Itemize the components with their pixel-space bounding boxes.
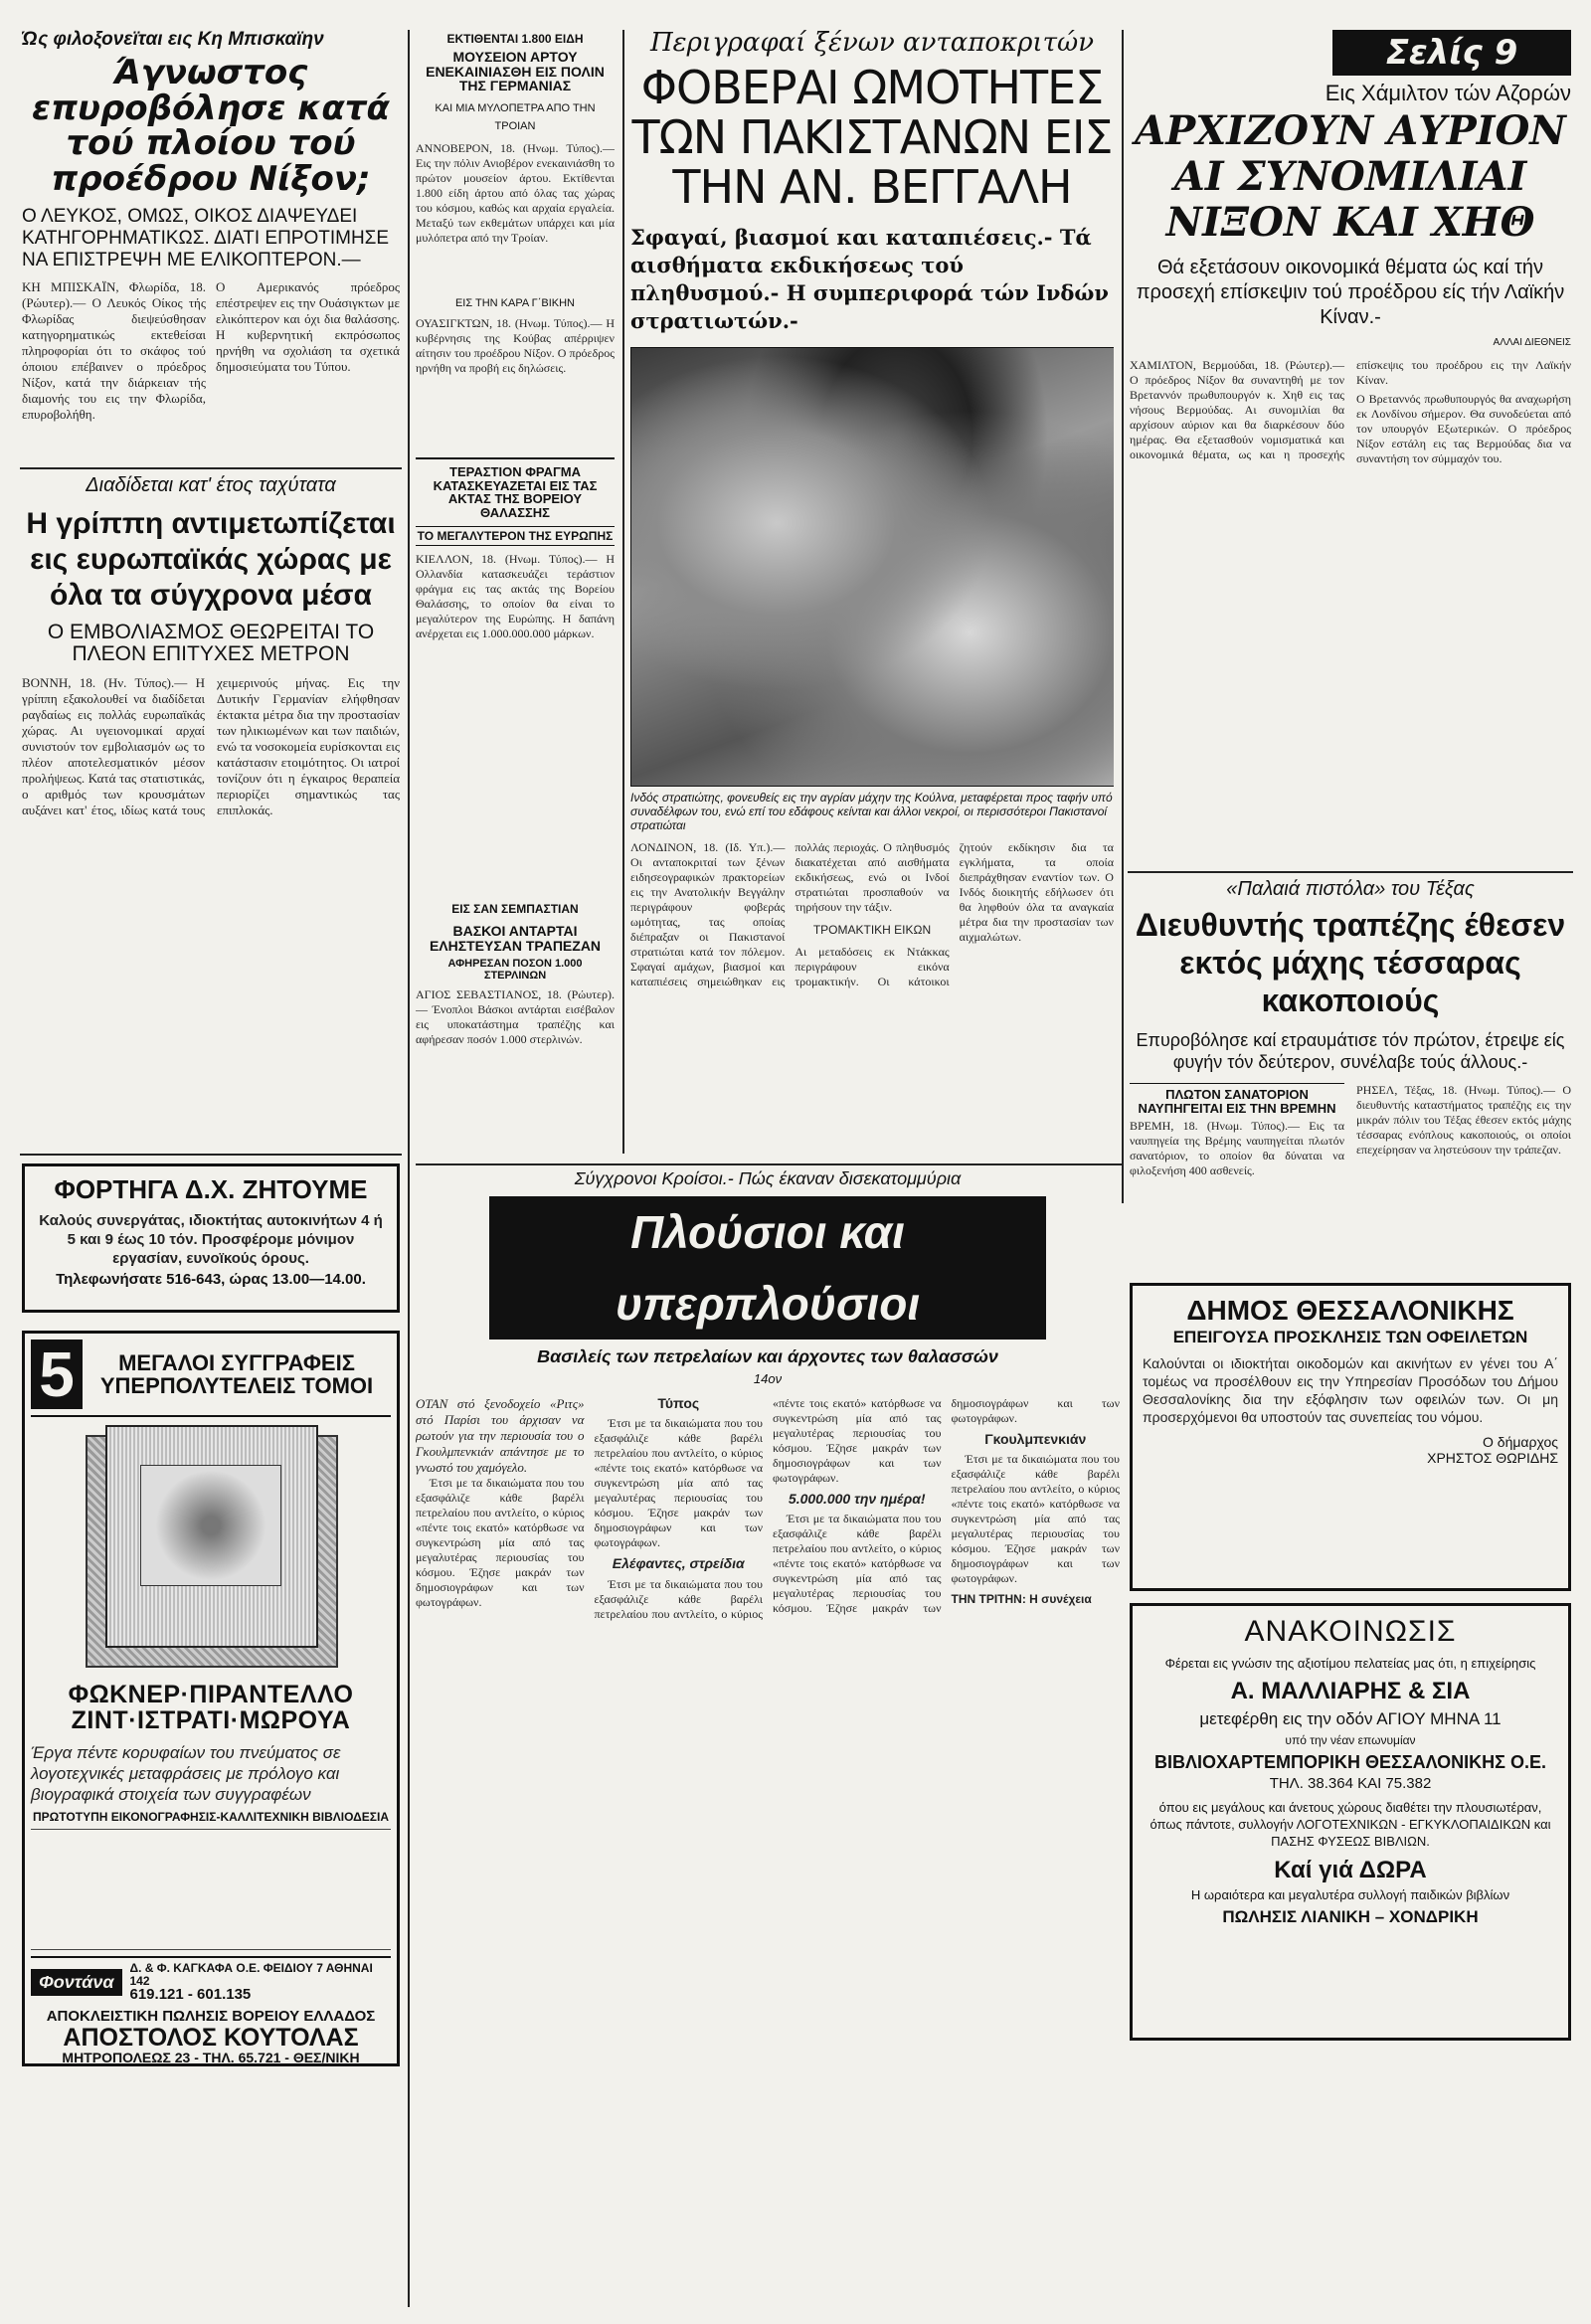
announcement-footer: ΠΩΛΗΣΙΣ ΛΙΑΝΙΚΗ – ΧΟΝΔΡΙΚΗ	[1222, 1906, 1479, 1926]
section-title: ΕΙΣ ΤΗΝ ΚΑΡΑ Γ΄ΒΙΚΗΝ	[454, 297, 576, 310]
article-body-cont: Ο Αμερικανός πρόεδρος επέστρεψεν εις την Ουάσιγκτων με ελικόπτερον και όχι δια θαλάσσης. Η κυβερνητική εκπρόσωπος ηρνήθη να σχολιάση τα σχετικά δημοσιεύματα του Τύπου.	[216, 278, 400, 374]
feature-banner: Πλούσιοι και υπερπλούσιοι	[489, 1196, 1046, 1340]
article-subhead: ΚΑΙ ΜΙΑ ΜΥΛΟΠΕΤΡΑ ΑΠΟ ΤΗΝ ΤΡΟΙΑΝ	[435, 102, 596, 133]
photo-caption: Ινδός στρατιώτης, φονευθείς εις την αγρίαν μάχην της Κούλνα, μεταφέρεται προς ταφήν υπό συναδέλφων του, ενώ επί του εδάφους κείνται και άλλοι νεκροί, οι περισσότεροι Πακιστανοί στρατιώται	[630, 791, 1113, 833]
article-headline: ΤΕΡΑΣΤΙΟΝ ΦΡΑΓΜΑ ΚΑΤΑΣΚΕΥΑΖΕΤΑΙ ΕΙΣ ΤΑΣ ΑΚΤΑΣ ΤΗΣ ΒΟΡΕΙΟΥ ΘΑΛΑΣΣΗΣ	[416, 457, 615, 520]
article-pakistan	[630, 30, 1114, 1154]
article-kicker: Περιγραφαί ξένων ανταποκριτών	[649, 30, 1095, 58]
announcement-title: ΑΝΑΚΟΙΝΩΣΙΣ	[1244, 1615, 1457, 1648]
article-headline: ΑΡΧΙΖΟΥΝ ΑΥΡΙΟΝ ΑΙ ΣΥΝΟΜΙΛΙΑΙ ΝΙΞΟΝ ΚΑΙ ΧΗΘ	[1135, 107, 1566, 247]
article-body: ΑΝΝΟΒΕΡΟΝ, 18. (Ηνωμ. Τύπος).— Εις την πόλιν Ανιοβέρον ενεκαινιάσθη το πρώτον μουσείον άρτου. Εκτίθενται 1.800 είδη άρτου από όλας τας χώρας του κόσμου, καθώς και αρχαία εργαλεία. Μεταξύ των εκθεμάτων υπάρχει και μία μυλόπετρα από την Τροίαν.	[416, 141, 615, 246]
feature-body-text: Έτσι με τα δικαιώματα που του εξασφάλιζε κάθε βαρέλι πετρελαίου που αντλείτο, ο κύριος «πέντε τοις εκατό» κατόρθωσε να συγκεντρώση μία από τας μεγαλυτέρας περιουσίας του κόσμου. Έζησε μακράν των δημοσιογράφων και των φωτογράφων.	[951, 1452, 1120, 1586]
article-nixon-heath	[1130, 82, 1571, 867]
notice-body: Καλούνται οι ιδιοκτήται οικοδομών και ακινήτων εν γένει του Α΄ τομέως να προσέλθουν εις την Υπηρεσίαν Προσόδων του Δήμου Θεσσαλονίκης δια την εξόφλησιν των οφειλών των. Οι μη προσερχόμενοι θα υποστούν τας συνεπείας του νόμου.	[1143, 1355, 1558, 1426]
article-subhead: Σφαγαί, βιασμοί και καταπιέσεις.- Τά αισθήματα εκδικήσεως τού πληθυσμού.- Η συμπεριφορά τών Ινδών στρατιωτών.-	[630, 225, 1109, 334]
feature-subheading: Γκουλμπενκιάν	[984, 1430, 1087, 1447]
article-body: ΚΗ ΜΠΙΣΚΑΪΝ, Φλωρίδα, 18. (Ρώυτερ).— Ο Λευκός Οίκος τής Φλωρίδας διεψεύσθησαν κατηγορηματικώς εκτεθείσαι πληροφορίαι ότι το σκάφος τού όποιου επέβαινεν ο πρόεδρος Νίξον, κατά την διάρκειαν τής διαμονής του εις την Φλωρίδα, επυροβολήθη.	[22, 278, 206, 422]
article-body-text: Αι μεταδόσεις εκ Ντάκκας περιγράφουν εικόνα τρομακτικήν. Οι κάτοικοι ζητούν εκδίκησιν δια τα εγκλήματα, τα οποία διεπράχθησαν εναντίον των. Ο Ινδός διοικητής εδήλωσεν ότι θα ληφθούν όλα τα αναγκαία μέτρα δια την προστασίαν των αιχμαλώτων.	[795, 840, 1114, 989]
announcement-body: όπου εις μεγάλους και άνετους χώρους διαθέτει την πλουσιωτέραν, όπως πάντοτε, συλλογήν ΛΟΓΟΤΕΧΝΙΚΩΝ - ΕΓΚΥΚΛΟΠΑΙΔΙΚΩΝ και ΠΑΣΗΣ ΦΥΣΕΩΣ ΒΙΒΛΙΩΝ.	[1149, 1800, 1551, 1850]
ad-trucks	[22, 1163, 400, 1313]
ad-books-phones: 619.121 - 601.135	[129, 1986, 252, 2004]
news-photo	[630, 347, 1114, 787]
ad-books-title: ΜΕΓΑΛΟΙ ΣΥΓΓΡΑΦΕΙΣ ΥΠΕΡΠΟΛΥΤΕΛΕΙΣ ΤΟΜΟΙ	[99, 1349, 374, 1398]
article-source: ΑΛΛΑΙ ΔΙΕΘΝΕΙΣ	[1493, 337, 1571, 349]
announcement-gifts-line: Η ωραιότερα και μεγαλυτέρα συλλογή παιδικών βιβλίων	[1190, 1886, 1510, 1902]
article-bread-museum	[416, 30, 615, 447]
article-texas-bank	[1130, 879, 1571, 1277]
ad-books	[22, 1331, 400, 2066]
feature-continued: ΤΗΝ ΤΡΙΤΗΝ: Η συνέχεια	[951, 1592, 1092, 1607]
announcement-intro: Φέρεται εις γνώσιν της αξιοτίμου πελατείας μας ότι, η επιχείρησις	[1164, 1655, 1536, 1671]
article-flu	[22, 475, 400, 1152]
notice-subtitle: ΕΠΕΙΓΟΥΣΑ ΠΡΟΣΚΛΗΣΙΣ ΤΩΝ ΟΦΕΙΛΕΤΩΝ	[1172, 1328, 1528, 1347]
book-covers	[31, 1425, 391, 1674]
article-body	[1130, 358, 1571, 865]
announcement-moved: μετεφέρθη εις την οδόν ΑΓΙΟΥ ΜΗΝΑ 11	[1199, 1708, 1502, 1728]
article-subhead: ΤΟ ΜΕΓΑΛΥΤΕΡΟΝ ΤΗΣ ΕΥΡΩΠΗΣ	[416, 526, 615, 547]
article-dam	[416, 457, 615, 895]
feature-body-text: Έτσι με τα δικαιώματα που του εξασφάλιζε κάθε βαρέλι πετρελαίου που αντλείτο, ο κύριος «πέντε τοις εκατό» κατόρθωσε να συγκεντρώση μία από τας μεγαλυτέρας περιουσίας του κόσμου. Έζησε μακράν των δημοσιογράφων και των φωτογράφων.	[416, 1475, 585, 1609]
article-kicker: Διαδίδεται κατ' έτος ταχύτατα	[86, 475, 336, 496]
article-headline: Η γρίππη αντιμετωπίζεται εις ευρωπαϊκάς χώρας με όλα τα σύγχρονα μέσα	[26, 507, 396, 612]
announcement-gifts: Καί γιά ΔΩΡΑ	[1274, 1857, 1427, 1884]
article-subhead: ΑΦΗΡΕΣΑΝ ΠΟΣΟΝ 1.000 ΣΤΕΡΛΙΝΩΝ	[447, 958, 583, 982]
ad-books-dealer-addr: ΜΗΤΡΟΠΟΛΕΩΣ 23 - ΤΗΛ. 65.721 - ΘΕΣ/ΝΙΚΗ	[62, 2050, 360, 2066]
ad-books-address: Δ. & Φ. ΚΑΓΚΑΦΑ Ο.Ε. ΦΕΙΔΙΟΥ 7 ΑΘΗΝΑΙ 142	[129, 1961, 373, 1988]
ad-books-dealer: ΑΠΟΚΛΕΙΣΤΙΚΗ ΠΩΛΗΣΙΣ ΒΟΡΕΙΟΥ ΕΛΛΑΔΟΣ	[46, 2008, 376, 2026]
article-body: ΒΡΕΜΗ, 18. (Ηνωμ. Τύπος).— Εις τα ναυπηγεία της Βρέμης ναυπηγείται πλωτόν σανατόριον, το οποίον θα δύναται να φιλοξενήση 400 ασθενείς.	[1130, 1119, 1344, 1178]
feature-subtitle: Βασιλείς των πετρελαίων και άρχοντες των θαλασσών	[537, 1345, 998, 1366]
article-headline: Διευθυντής τραπέζης έθεσεν εκτός μάχης τέσσαρας κακοποιούς	[1135, 907, 1566, 1018]
article-body-text: ΧΑΜΙΛΤΟΝ, Βερμούδαι, 18. (Ρώυτερ).— Ο πρόεδρος Νίξον θα συναντηθή με τον Βρεταννόν πρωθυπουργόν κ. Χηθ εις τας νήσους Βερμούδας. Αι συνομιλίαι θα αρχίσουν αύριον και θα διαρκέσουν δύο ημέρας. Θα εξετασθούν νομισματικά και οικονομικά θέματα, ως και η προσεχής επίσκεψις του προέδρου εις την Λαϊκήν Κίναν.	[1130, 358, 1571, 462]
page-number: Σελίς 9	[1332, 30, 1571, 76]
ad-books-brand: Φοντάνα	[31, 1969, 122, 1996]
article-body	[630, 840, 1114, 1129]
article-body: ΟΥΑΣΙΓΚΤΩΝ, 18. (Ηνωμ. Τύπος).— Η κυβέρνησις της Κούβας απέρριψεν αίτησιν του προέδρου Νίξον. Ο πρόεδρος ηρνήθη να προβή εις δηλώσεις.	[416, 316, 615, 376]
article-subhead: Επυροβόλησε καί ετραυμάτισε τόν πρώτον, έτρεψε είς φυγήν τόν δεύτερον, συνέλαβε τούς άλλους.-	[1136, 1030, 1565, 1072]
article-headline: Άγνωστος επυροβόλησε κατά τού πλοίου τού προέδρου Νίξον;	[32, 52, 390, 199]
article-body-text: Ο Βρεταννός πρωθυπουργός θα αναχωρήση εκ Λονδίνου σήμερον. Θα συνοδεύεται από τον υπουργόν Εξωτερικών. Ο πρόεδρος Νίξον εστάλη εις τας Βερμούδας δια να συναντήση τον σύμμαχόν του.	[1356, 392, 1571, 466]
announcement-new-name: ΒΙΒΛΙΟΧΑΡΤΕΜΠΟΡΙΚΗ ΘΕΣΣΑΛΟΝΙΚΗΣ Ο.Ε.	[1154, 1751, 1546, 1772]
feature-rich	[416, 1169, 1120, 2303]
article-kicker: Εις Χάμιλτον τών Αζορών	[1325, 82, 1571, 105]
ad-title: ΦΟΡΤΗΓΑ Δ.Χ. ΖΗΤΟΥΜΕ	[54, 1174, 368, 1204]
ad-books-fineprint	[31, 1829, 391, 1950]
page-label	[1332, 30, 1571, 76]
article-body: ΒΟΝΝΗ, 18. (Ην. Τύπος).— Η γρίππη εξακολουθεί να διαδίδεται ραγδαίως εις πολλάς ευρωπαϊκάς χώρας. Αι υγειονομικαί αρχαί συνιστούν τον εμβολιασμόν ως το πλέον αποτελεσματικόν μέσον προλήψεως. Κατά τας στατιστικάς, ο αριθμός των κρουσμάτων αυξάνει κατ' έτος, ιδίως κατά τους χειμερινούς μήνας. Εις την Δυτικήν Γερμανίαν ελήφθησαν έκτακτα μέτρα δια την προστασίαν των ηλικιωμένων και των παιδιών, ενώ τα νοσοκομεία ευρίσκονται εις κατάστασιν ετοιμότητος. Οι ιατροί τονίζουν ότι η έγκαιρος θεραπεία περιορίζει σημαντικώς τας επιπλοκάς.	[22, 675, 400, 818]
feature-body	[416, 1396, 1120, 2271]
notice-announcement	[1130, 1603, 1571, 2041]
article-kicker: ΕΙΣ ΣΑΝ ΣΕΜΠΑΣΤΙΑΝ	[451, 902, 579, 916]
section-title: ΤΡΟΜΑΚΤΙΚΗ ΕΙΚΩΝ	[812, 923, 932, 938]
article-body: ΑΓΙΟΣ ΣΕΒΑΣΤΙΑΝΟΣ, 18. (Ρώυτερ).— Ένοπλοι Βάσκοι αντάρται εισέβαλον εις υποκατάστημα τραπέζης και αφήρεσαν ποσόν 1.000 στερλινών.	[416, 987, 615, 1047]
feature-subheading: Ελέφαντες, στρείδια	[612, 1555, 745, 1572]
article-headline: ΦΟΒΕΡΑΙ ΩΜΟΤΗΤΕΣ ΤΩΝ ΠΑΚΙΣΤΑΝΩΝ ΕΙΣ ΤΗΝ ΑΝ. ΒΕΓΓΑΛΗ	[631, 61, 1113, 215]
article-kicker: Ώς φιλοξονεϊται εις Κη Μπισκαϊην	[22, 30, 324, 50]
ad-books-dealer-name: ΑΠΟΣΤΟΛΟΣ ΚΟΥΤΟΛΑΣ	[63, 2023, 359, 2052]
feature-subheading: 5.000.000 την ημέρα!	[788, 1490, 926, 1507]
feature-kicker: Σύγχρονοι Κροίσοι.- Πώς έκαναν δισεκατομμύρια	[574, 1169, 962, 1188]
feature-body-text: Έτσι με τα δικαιώματα που του εξασφάλιζε κάθε βαρέλι πετρελαίου που αντλείτο, ο κύριος «πέντε τοις εκατό» κατόρθωσε να συγκεντρώση μία από τας μεγαλυτέρας περιουσίας του κόσμου. Έζησε μακράν των δημοσιογράφων και των φωτογράφων.	[594, 1416, 763, 1550]
notice-signature: Ο δήμαρχος ΧΡΗΣΤΟΣ ΘΩΡΙΔΗΣ	[1427, 1434, 1558, 1467]
feature-body-text: Έτσι με τα δικαιώματα που του εξασφάλιζε κάθε βαρέλι πετρελαίου που αντλείτο, ο κύριος «πέντε τοις εκατό» κατόρθωσε να συγκεντρώση μία από τας μεγαλυτέρας περιουσίας του κόσμου. Έζησε μακράν των δημοσιογράφων και των φωτογράφων.	[594, 1395, 942, 1622]
ad-books-number: 5	[31, 1340, 83, 1409]
article-subhead: Ο ΛΕΥΚΟΣ, ΟΜΩΣ, ΟΙΚΟΣ ΔΙΑΨΕΥΔΕΙ ΚΑΤΗΓΟΡΗΜΑΤΙΚΩΣ. ΔΙΑΤΙ ΕΠΡΟΤΙΜΗΣΕ ΝΑ ΕΠΙΣΤΡΕΨΗ ΜΕ ΕΛΙΚΟΠΤΕΡΟΝ.—	[22, 205, 390, 270]
section-title: ΠΛΩΤΟΝ ΣΑΝΑΤΟΡΙΟΝ ΝΑΥΠΗΓΕΙΤΑΙ ΕΙΣ ΤΗΝ ΒΡΕΜΗΝ	[1130, 1083, 1344, 1115]
article-body: ΡΗΣΕΛ, Τέξας, 18. (Ηνωμ. Τύπος).— Ο διευθυντής καταστήματος τραπέζης εις την μικράν πόλιν του Τέξας έθεσεν εκτός μάχης τέσσαρας ενόπλους κακοποιούς, οι οποίοι επεχείρησαν να ληστεύσουν την τράπεζαν.	[1356, 1083, 1571, 1157]
article-body: ΚΙΕΛΛΟΝ, 18. (Ηνωμ. Τύπος).— Η Ολλανδία κατασκευάζει τεράστιον φράγμα εις τας ακτάς της Βορείου Θαλάσσης, το οποίον θα είναι το μεγαλύτερον της Ευρώπης. Η δαπάνη ανέρχεται εις 1.000.000.000 μάρκων.	[416, 552, 615, 641]
article-basque	[416, 900, 615, 1159]
article-nixon-boat	[22, 30, 400, 457]
notice-municipality	[1130, 1283, 1571, 1591]
article-kicker: ΕΚΤΙΘΕΝΤΑΙ 1.800 ΕΙΔΗ	[446, 32, 584, 46]
announcement-company: Α. ΜΑΛΛΙΑΡΗΣ & ΣΙΑ	[1230, 1677, 1471, 1704]
article-subhead: Θά εξετάσουν οικονομικά θέματα ώς καί τήν προσεχή επίσκεψιν τού προέδρου είς τήν Λαϊκήν Κίναν.-	[1136, 257, 1565, 329]
ad-books-body: Έργα πέντε κορυφαίων του πνεύματος σε λογοτεχνικές μεταφράσεις με πρόλογο και βιογραφικά στοιχεία των συγγραφέων	[31, 1742, 341, 1804]
feature-subheading: Τύπος	[657, 1394, 700, 1411]
ad-books-authors: ΦΩΚΝΕΡ·ΠΙΡΑΝΤΕΛΛΟ ΖΙΝΤ·ΙΣΤΡΑΤΙ·ΜΩΡΟΥΑ	[68, 1681, 354, 1735]
notice-title: ΔΗΜΟΣ ΘΕΣΣΑΛΟΝΙΚΗΣ	[1186, 1295, 1514, 1326]
feature-part: 14ον	[753, 1370, 783, 1386]
article-subhead: Ο ΕΜΒΟΛΙΑΣΜΟΣ ΘΕΩΡΕΙΤΑΙ ΤΟ ΠΛΕΟΝ ΕΠΙΤΥΧΕΣ ΜΕΤΡΟΝ	[47, 621, 375, 666]
ad-phone: Τηλεφωνήσατε 516-643, ώρας 13.00—14.00.	[56, 1271, 366, 1289]
ad-books-publisher: ΠΡΩΤΟΤΥΠΗ ΕΙΚΟΝΟΓΡΑΦΗΣΙΣ-ΚΑΛΛΙΤΕΧΝΙΚΗ ΒΙΒΛΙΟΔΕΣΙΑ	[33, 1809, 389, 1824]
article-headline: ΜΟΥΣΕΙΟΝ ΑΡΤΟΥ ΕΝΕΚΑΙΝΙΑΣΘΗ ΕΙΣ ΠΟΛΙΝ ΤΗΣ ΓΕΡΜΑΝΙΑΣ	[426, 49, 605, 94]
announcement-new-name-label: υπό την νέαν επωνυμίαν	[1285, 1732, 1416, 1747]
article-body-text: ΛΟΝΔΙΝΟΝ, 18. (Ιδ. Υπ.).— Οι ανταποκριταί των ξένων ειδησεογραφικών πρακτορείων εις την Ανατολικήν Βεγγάλην περιγράφουν φοβεράς ωμότητας, τας οποίας διέπραξαν οι Πακιστανοί στρατιώται κατά τον πόλεμον. Σφαγαί αμάχων, βιασμοί και καταπιέσεις σημειώθηκαν εις πολλάς περιοχάς. Ο πληθυσμός διακατέχεται από αισθήματα εκδικήσεως, ενώ οι Ινδοί στρατιώται προσπαθούν να τηρήσουν την τάξιν.	[630, 840, 950, 989]
article-headline: ΒΑΣΚΟΙ ΑΝΤΑΡΤΑΙ ΕΛΗΣΤΕΥΣΑΝ ΤΡΑΠΕΖΑΝ	[429, 923, 602, 954]
announcement-tel: ΤΗΛ. 38.364 ΚΑΙ 75.382	[1269, 1774, 1432, 1792]
feature-body-text: Έτσι με τα δικαιώματα που του εξασφάλιζε κάθε βαρέλι πετρελαίου που αντλείτο, ο κύριος «πέντε τοις εκατό» κατόρθωσε να συγκεντρώση μία από τας μεγαλυτέρας περιουσίας του κόσμου. Έζησε μακράν των δημοσιογράφων και των φωτογράφων.	[773, 1395, 1120, 1616]
article-kicker: «Παλαιά πιστόλα» του Τέξας	[1226, 879, 1475, 900]
ad-body: Καλούς συνεργάτας, ιδιοκτήτας αυτοκινήτων 4 ή 5 και 9 έως 10 τόν. Προσφέρομε μόνιμον εργασίαν, ευνοϊκούς όρους.	[39, 1212, 383, 1268]
feature-lead: ΟΤΑΝ στό ξενοδοχείο «Ριτς» στό Παρίσι του άρχισαν να ρωτούν για την περιουσία του ο Γκουλμπενκιάν απάντησε με το γνωστό του χαμόγελο.	[416, 1395, 585, 1475]
